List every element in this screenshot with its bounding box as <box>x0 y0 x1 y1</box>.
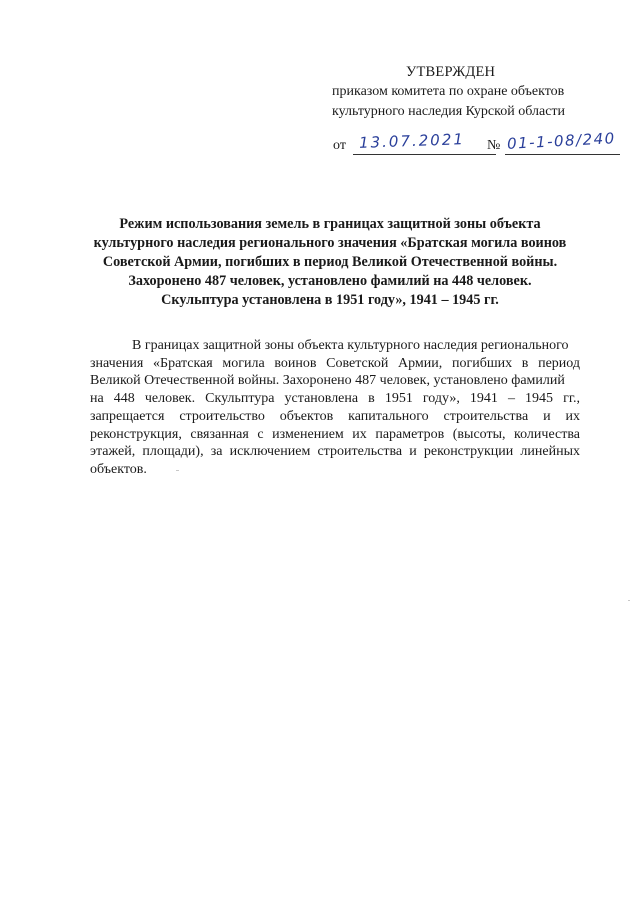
body-line: запрещается строительство объектов капитального строительства и их <box>90 408 580 424</box>
title-line: Скульптура установлена в 1951 году», 1941 – 1945 гг. <box>161 292 499 308</box>
order-date-field <box>353 130 496 155</box>
approval-stamp <box>320 62 600 122</box>
date-prefix: от <box>333 138 346 153</box>
body-line: реконструкция, связанная с изменением их параметров (высоты, количества <box>90 426 580 442</box>
document-title <box>70 215 590 310</box>
scan-speck <box>176 470 179 471</box>
number-sign: № <box>487 138 501 153</box>
body-paragraph <box>90 337 580 479</box>
body-line: этажей, площади), за исключением строительства и реконструкции линейных <box>90 444 580 460</box>
title-line: Режим использования земель в границах защитной зоны объекта <box>119 216 541 232</box>
title-line: Советской Армии, погибших в период Великой Отечественной войны. <box>102 254 558 270</box>
body-line: объектов. <box>90 461 147 477</box>
scan-speck <box>628 600 630 601</box>
order-date-handwritten: 13.07.2021 <box>358 130 466 152</box>
approved-by-line-2: культурного наследия Курской области <box>332 104 566 119</box>
order-number-handwritten: 01-1-08/240 <box>506 129 617 153</box>
order-reference <box>333 129 623 158</box>
order-number-field <box>505 129 620 155</box>
body-line: на 448 человек. Скульптура установлена в 1951 году», 1941 – 1945 гг., <box>90 391 580 407</box>
body-line: Великой Отечественной войны. Захоронено 487 человек, установлено фамилий <box>90 373 565 389</box>
body-line: В границах защитной зоны объекта культурного наследия регионального <box>132 338 569 353</box>
title-line: культурного наследия регионального значения «Братская могила воинов <box>93 235 567 251</box>
body-line: значения «Братская могила воинов Советской Армии, погибших в период <box>90 355 580 371</box>
title-line: Захоронено 487 человек, установлено фамилий на 448 человек. <box>128 273 532 289</box>
approved-by-line-1: приказом комитета по охране объектов <box>332 84 565 99</box>
approved-label: УТВЕРЖДЕН <box>406 64 496 80</box>
